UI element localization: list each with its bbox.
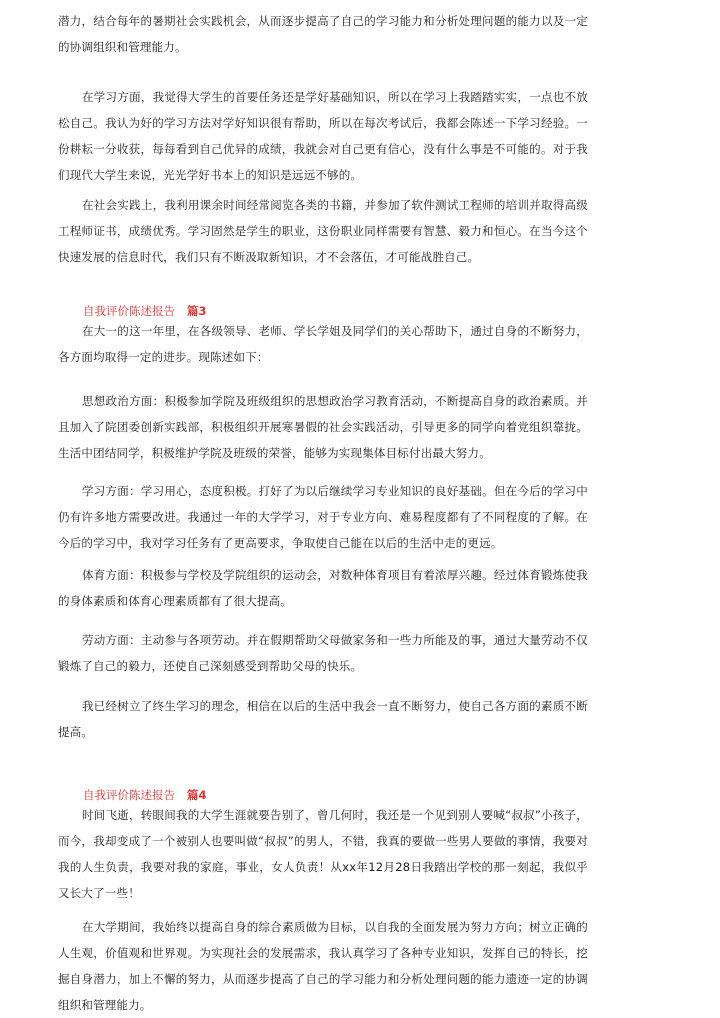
heading-title: 自我评价陈述报告 [83,304,175,318]
paragraph-intro-continuation: 潜力，结合每年的暑期社会实践机会，从而逐步提高了自己的学习能力和分析处理问题的能力以及一定的协调组织和管理能力。 [58,14,588,54]
paragraph-study: 在学习方面，我觉得大学生的首要任务还是学好基础知识，所以在学习上我踏踏实实，一点也不放松自己。我认为好的学习方法对学好知识很有帮助，所以在每次考试后，我都会陈述一下学习经验。一份耕耘一分收获，每每看到自己优异的成绩，我就会对自己更有信心，没有什么事是不可能的。对于我们现代大学生来说，光光学好书本上的知识是远远不够的。 [58,90,588,182]
paragraph-political-ideology: 思想政治方面：积极参加学院及班级组织的思想政治学习教育活动，不断提高自身的政治素质。并且加入了院团委创新实践部，积极组织开展寒暑假的社会实践活动，引导更多的同学向着党组织靠拢。生活中团结同学，积极维护学院及班级的荣誉，能够为实现集体目标付出最大努力。 [58,394,588,460]
paragraph-lifelong-learning: 我已经树立了终生学习的理念，相信在以后的生活中我会一直不断努力，使自己各方面的素质不断提高。 [58,699,588,739]
paragraph-university-period: 在大学期间，我始终以提高自身的综合素质做为目标，以自我的全面发展为努力方向；树立正确的人生观，价值观和世界观。为实现社会的发展需求，我认真学习了各种专业知识，发挥自己的特长，挖掘自身潜力，加上不懈的努力，从而逐步提高了自己的学习能力和分析处理问题的能力遗迹一定的协调组织和管理能力。 [58,920,588,1012]
paragraph-freshman-year: 在大一的这一年里，在各级领导、老师、学长学姐及同学们的关心帮助下，通过自身的不断努力，各方面均取得一定的进步。现陈述如下： [58,324,588,364]
paragraph-social-practice: 在社会实践上，我利用课余时间经常阅览各类的书籍，并参加了软件测试工程师的培训并取得高级工程师证书，成绩优秀。学习固然是学生的职业，这份职业同样需要有智慧、毅力和恒心。在当今这个快速发展的信息时代，我们只有不断汲取新知识，才不会落伍，才可能战胜自己。 [58,198,588,264]
paragraph-labor: 劳动方面：主动参与各项劳动。并在假期帮助父母做家务和一些力所能及的事，通过大量劳动不仅锻炼了自己的毅力，还使自己深刻感受到帮助父母的快乐。 [58,633,588,673]
paragraph-study-aspect: 学习方面：学习用心，态度积极。打好了为以后继续学习专业知识的良好基础。但在今后的学习中仍有许多地方需要改进。我通过一年的大学学习，对于专业方向、难易程度都有了不同程度的了解。在今后的学习中，我对学习任务有了更高要求，争取使自己能在以后的生活中走的更远。 [58,484,588,550]
paragraph-graduation: 时间飞逝，转眼间我的大学生涯就要告别了，曾几何时，我还是一个见到别人要喊“叔叔”小孩子，而今，我却变成了一个被别人也要叫做“叔叔”的男人，不错，我真的要做一些男人要做的事情，我要对我的人生负责，我要对我的家庭，事业，女人负责！从xx年12月28日我踏出学校的那一刻起，我似乎又长大了一些！ [58,808,588,900]
heading-number: 篇3 [187,304,207,318]
paragraph-sports: 体育方面：积极参与学校及学院组织的运动会，对数种体育项目有着浓厚兴趣。经过体育锻炼使我的身体素质和体育心理素质都有了很大提高。 [58,568,588,608]
heading-number: 篇4 [187,788,207,802]
heading-title: 自我评价陈述报告 [83,788,175,802]
